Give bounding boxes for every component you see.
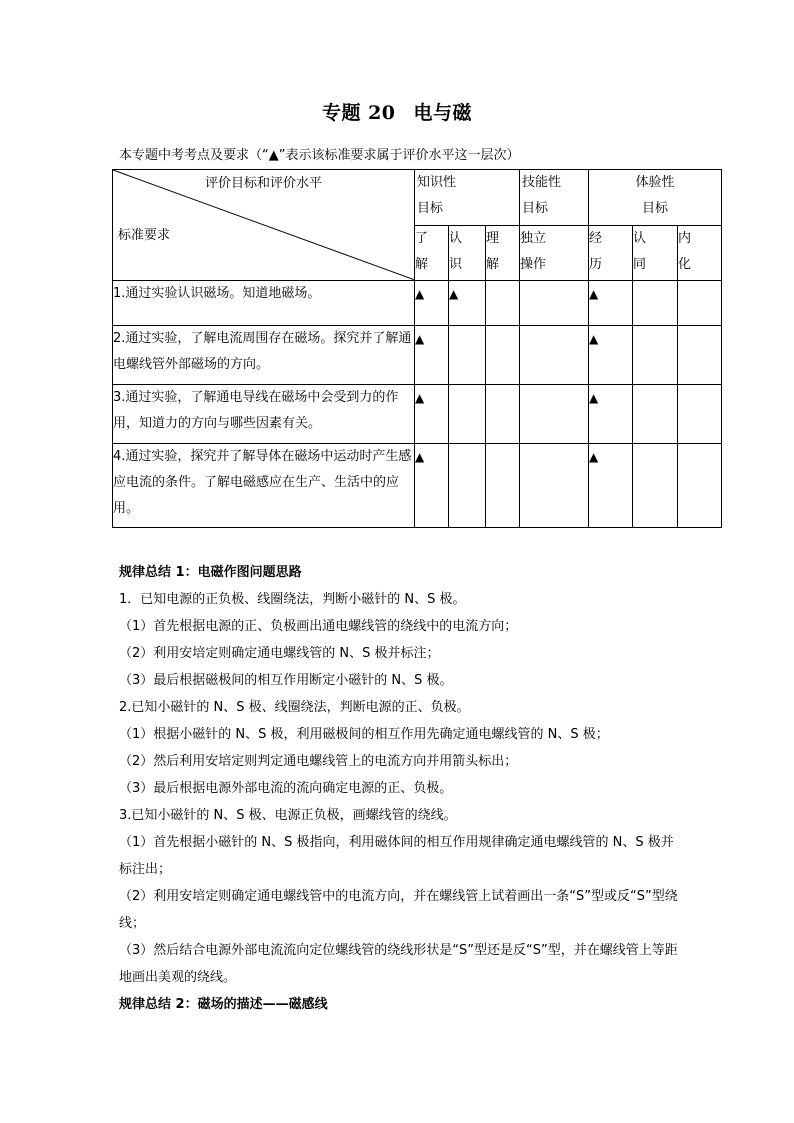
summary-line: 3.已知小磁针的 N、S 极、电源正负极，画螺线管的绕线。 [119, 808, 457, 823]
sub-header: 独立 操作 [520, 226, 589, 281]
group-header-knowledge: 知识性 目标 [415, 170, 520, 226]
summary-line: （1）首先根据电源的正、负极画出通电螺线管的绕线中的电流方向； [119, 619, 518, 634]
summary-line: 2.已知小磁针的 N、S 极、线圈绕法，判断电源的正、负极。 [119, 700, 470, 715]
mark-triangle: ▲ [415, 385, 449, 444]
mark-triangle: ▲ [589, 281, 633, 326]
summary-line: （1）根据小磁针的 N、S 极，利用磁极间的相互作用先确定通电螺线管的 N、S 极； [119, 727, 609, 742]
sub-header: 理 解 [486, 226, 520, 281]
summary-line: （1）首先根据小磁针的 N、S 极指向，利用磁体间的相互作用规律确定通电螺线管的 N、S 极并标注出； [119, 835, 674, 877]
sub-header: 内 化 [678, 226, 722, 281]
table-corner-cell [113, 170, 415, 281]
corner-left-label: 标准要求 [118, 228, 171, 243]
intro-text: 本专题中考考点及要求（“▲”表示该标准要求属于评价水平这一层次） [119, 148, 520, 163]
summary-line: （2）利用安培定则确定通电螺线管中的电流方向，并在螺线管上试着画出一条“S”型或反“S”型绕线； [119, 889, 678, 931]
requirement-text: 2.通过实验，了解电流周围存在磁场。探究并了解通电螺线管外部磁场的方向。 [113, 326, 415, 385]
mark-triangle: ▲ [415, 444, 449, 528]
requirement-text: 3.通过实验，了解通电导线在磁场中会受到力的作用，知道力的方向与哪些因素有关。 [113, 385, 415, 444]
title-prefix: 专题 20 [321, 102, 396, 124]
requirement-text: 1.通过实验认识磁场。知道地磁场。 [113, 281, 415, 326]
table-row [113, 281, 722, 326]
summary-line: （3）最后根据电源外部电流的流向确定电源的正、负极。 [119, 781, 453, 796]
summary-line: 1．已知电源的正负极、线圈绕法，判断小磁针的 N、S 极。 [119, 592, 466, 607]
sub-header: 了 解 [415, 226, 449, 281]
mark-triangle: ▲ [589, 444, 633, 528]
requirements-table [112, 169, 722, 528]
page-title [0, 98, 794, 125]
table-row [113, 385, 722, 444]
summary-heading: 规律总结 1：电磁作图问题思路 [119, 565, 302, 580]
sub-header: 认 识 [449, 226, 486, 281]
table-row [113, 444, 722, 528]
table-row [113, 326, 722, 385]
corner-top-label: 评价目标和评价水平 [204, 176, 322, 191]
summary-line: （3）最后根据磁极间的相互作用断定小磁针的 N、S 极。 [119, 673, 453, 688]
requirement-text: 4.通过实验，探究并了解导体在磁场中运动时产生感应电流的条件。了解电磁感应在生产、生活中的应用。 [113, 444, 415, 528]
summary-line: （2）利用安培定则确定通电螺线管的 N、S 极并标注； [119, 646, 440, 661]
summary-line: （3）然后结合电源外部电流流向定位螺线管的绕线形状是“S”型还是反“S”型，并在螺线管上等距地画出美观的绕线。 [119, 943, 678, 985]
mark-triangle: ▲ [415, 326, 449, 385]
sub-header: 认 同 [633, 226, 678, 281]
summary-line: （2）然后利用安培定则判定通电螺线管上的电流方向并用箭头标出； [119, 754, 518, 769]
summary-heading: 规律总结 2：磁场的描述——磁感线 [119, 997, 328, 1012]
mark-triangle: ▲ [449, 281, 486, 326]
mark-triangle: ▲ [589, 326, 633, 385]
group-header-experience: 体验性 目标 [589, 170, 722, 226]
group-header-skill: 技能性 目标 [520, 170, 589, 226]
mark-triangle: ▲ [589, 385, 633, 444]
title-main: 电与磁 [413, 102, 473, 124]
mark-triangle: ▲ [415, 281, 449, 326]
summary-section [119, 559, 679, 1018]
sub-header: 经 历 [589, 226, 633, 281]
